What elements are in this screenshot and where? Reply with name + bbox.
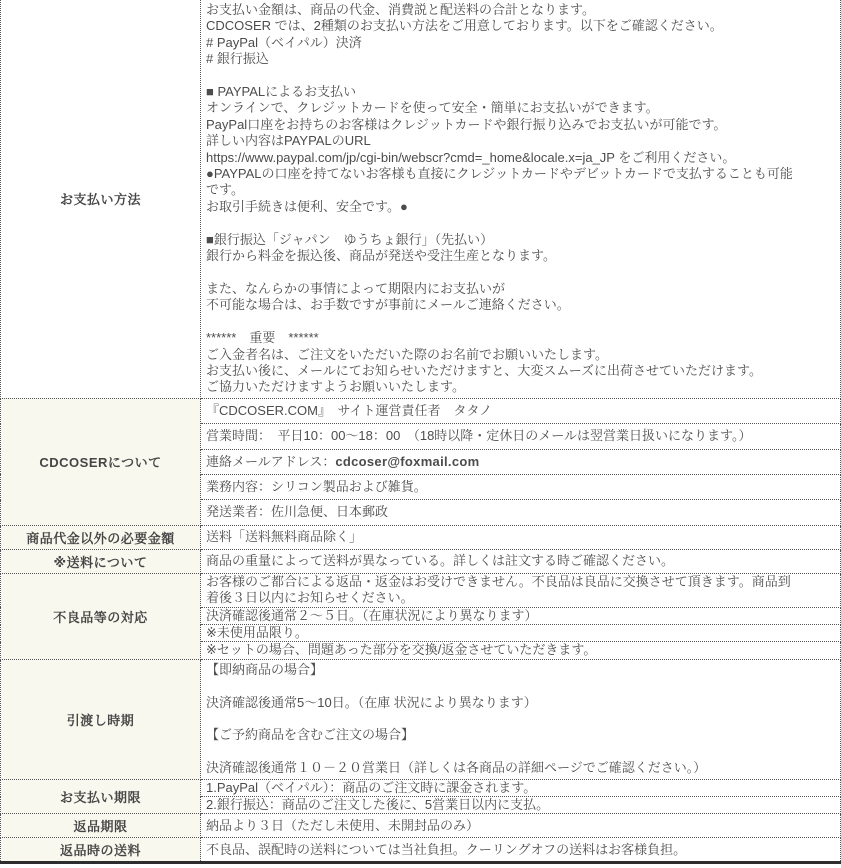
row-content-cell — [201, 398, 841, 423]
row-label: 返品時の送料 — [1, 838, 201, 863]
row-content-cell — [201, 797, 841, 814]
text-line: 決済確認後通常２～５日。（在庫状況により異なります） — [206, 607, 538, 623]
row-content-cell — [201, 814, 841, 838]
text-line — [206, 314, 836, 330]
text-line: 着後３日以内にお知らせください。 — [206, 590, 414, 606]
row-content-cell — [201, 500, 841, 525]
table-row — [1, 779, 841, 796]
table-row — [1, 814, 841, 838]
text-line: 2.銀行振込：商品のご注文した後に、5営業日以内に支払。 — [206, 797, 550, 813]
text-line: ●PAYPALの口座を持てないお客様も直接にクレジットカードやデビットカードで支払することも可能 — [206, 166, 793, 182]
text-line: 1.PayPal（ベイパル）：商品のご注文時に課金されます。 — [206, 779, 537, 795]
row-content-cell — [201, 449, 841, 474]
row-content-cell — [201, 424, 841, 449]
row-content-cell — [201, 573, 841, 607]
text-line: ■ PAYPALによるお支払い — [206, 84, 357, 100]
text-line: お支払い金額は、商品の代金、消費説と配送料の合計となります。 — [206, 2, 595, 17]
table-row — [1, 549, 841, 573]
row-content-cell — [201, 642, 841, 659]
row-label: 不良品等の対応 — [1, 573, 201, 659]
text-line — [206, 215, 836, 231]
text-line: 納品より３日（ただし未使用、未開封品のみ） — [206, 817, 480, 833]
text-line: オンラインで、クレジットカードを使って安全・簡単にお支払いができます。 — [206, 100, 659, 116]
text-line: また、なんらかの事情によって期限内にお支払いが — [206, 280, 506, 296]
text-line: ■銀行振込「ジャパン ゆうちょ銀行」（先払い） — [206, 231, 494, 247]
text-line: 『CDCOSER.COM』 サイト運営責任者 タタノ — [206, 402, 493, 418]
text-line: ※セットの場合、問題あった部分を交換/返金させていただきます。 — [206, 642, 597, 658]
text-line: です。 — [206, 182, 244, 198]
text-line — [206, 744, 836, 760]
contact-email-label: 連絡メールアドレス： — [206, 453, 336, 469]
text-line: ****** 重要 ****** — [206, 330, 319, 346]
row-content-cell — [201, 474, 841, 499]
table-row — [1, 838, 841, 863]
table-row — [1, 573, 841, 607]
text-line — [206, 265, 836, 281]
row-content-cell — [201, 779, 841, 796]
row-label: 商品代金以外の必要金額 — [1, 525, 201, 549]
text-line: お支払い後に、メールにてお知らせいただけますと、大変スムーズに出荷させていただけます。 — [206, 362, 763, 378]
text-line — [206, 711, 836, 727]
row-content-cell — [201, 659, 841, 779]
text-line: PayPal口座をお持ちのお客様はクレジットカードや銀行振り込みでお支払いが可能です。 — [206, 116, 727, 132]
row-label: お支払い方法 — [1, 0, 201, 398]
table-row — [1, 525, 841, 549]
text-line: 発送業者：佐川急便、日本郵政 — [206, 504, 389, 520]
text-line: # 銀行振込 — [206, 51, 269, 67]
row-label: 引渡し時期 — [1, 659, 201, 779]
text-line: 不可能な場合は、お手数ですが事前にメールご連絡ください。 — [206, 297, 570, 313]
row-label: お支払い期限 — [1, 779, 201, 814]
table-row — [1, 398, 841, 423]
text-line: お取引手続きは便利、安全です。● — [206, 198, 408, 214]
text-line: # PayPal（ベイパル）決済 — [206, 34, 362, 50]
text-line: 商品の重量によって送料が異なっている。詳しくは註文する時ご確認ください。 — [206, 553, 675, 569]
text-line: 送料「送料無料商品除く」 — [206, 529, 363, 545]
text-line: CDCOSER では、2種類のお支払い方法をご用意しております。以下をご確認ください。 — [206, 18, 723, 34]
text-line: 詳しい内容はPAYPALのURL — [206, 133, 371, 149]
row-content-cell — [201, 838, 841, 863]
row-label: ※送料について — [1, 549, 201, 573]
text-line — [206, 678, 836, 694]
row-content-cell — [201, 607, 841, 624]
row-content-cell — [201, 525, 841, 549]
row-content-cell — [201, 549, 841, 573]
table-row — [1, 659, 841, 779]
text-line: 【即納商品の場合】 — [206, 661, 324, 677]
row-label: 返品期限 — [1, 814, 201, 838]
text-line: 決済確認後通常１０－２０営業日（詳しくは各商品の詳細ページでご確認ください。） — [206, 760, 707, 776]
paypal-url-text: https://www.paypal.com/jp/cgi-bin/webscr?cmd=_home&locale.x=ja_JP をご利用ください。 — [206, 149, 736, 165]
row-content-cell — [201, 625, 841, 642]
row-content-cell — [201, 0, 841, 398]
text-line — [206, 68, 836, 84]
text-line: ご協力いただけますようお願いいたします。 — [206, 379, 465, 395]
text-line: ※未使用品限り。 — [206, 625, 308, 640]
shop-info-table-body — [1, 0, 841, 863]
text-line — [206, 454, 836, 470]
row-label: CDCOSERについて — [1, 398, 201, 525]
text-line: 銀行から料金を振込後、商品が発送や受注生産となります。 — [206, 248, 556, 264]
text-line: 不良品、誤配時の送料については当社負担。クーリングオフの送料はお客様負担。 — [206, 841, 687, 857]
text-line: お客様のご都合による返品・返金はお受けできません。不良品は良品に交換させて頂きます。商品到 — [206, 573, 791, 589]
contact-email: cdcoser@foxmail.com — [335, 453, 480, 469]
text-line: ご入金者名は、ご注文をいただいた際のお名前でお願いいたします。 — [206, 346, 608, 362]
text-line: 決済確認後通常5～10日。（在庫 状況により異なります） — [206, 694, 537, 710]
text-line: 業務内容：シリコン製品および雑貨。 — [206, 478, 427, 494]
table-row — [1, 0, 841, 398]
text-line: 営業時間： 平日10：00～18：00 （18時以降・定休日のメールは翌営業日扱いになります。） — [206, 428, 752, 444]
text-line: 【ご予約商品を含むご注文の場合】 — [206, 727, 415, 743]
